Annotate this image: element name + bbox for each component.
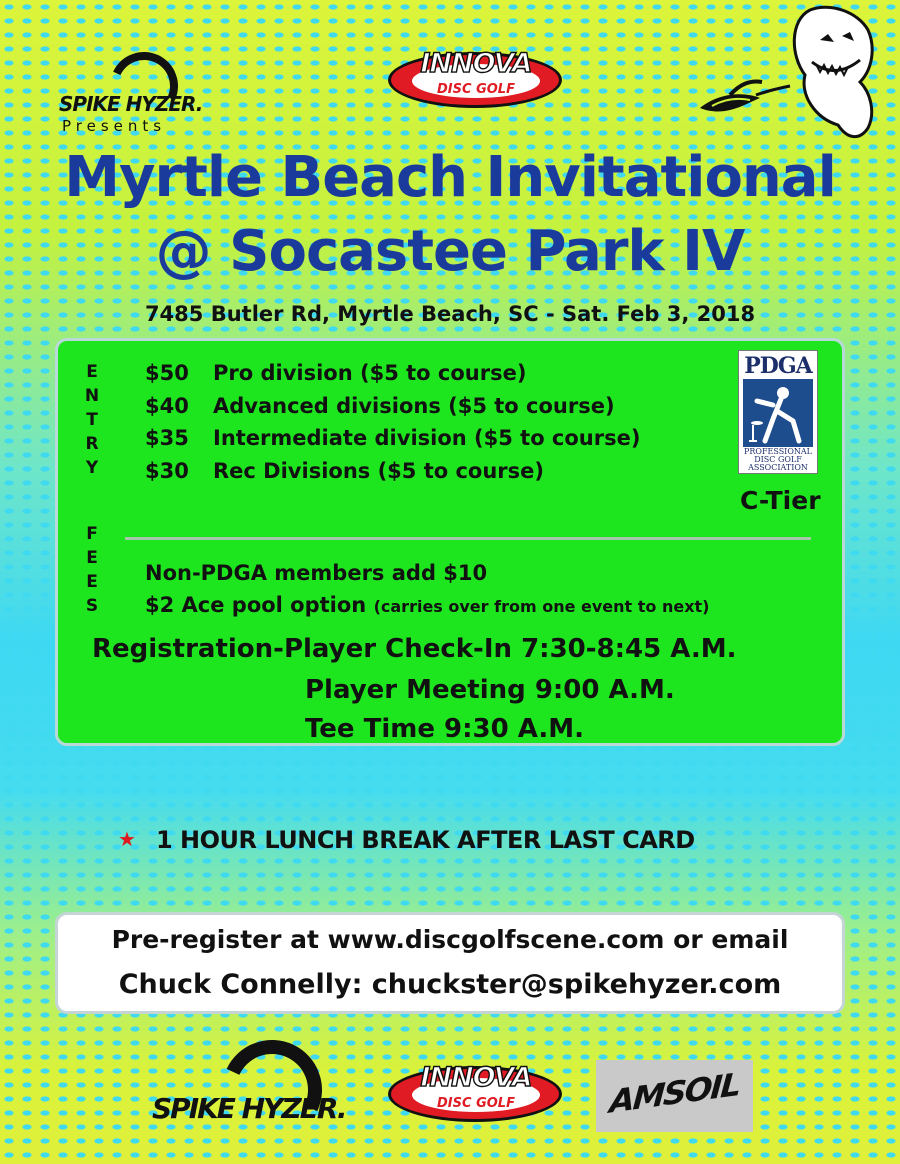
contact-email-line: Chuck Connelly: chuckster@spikehyzer.com	[118, 969, 782, 1000]
ace-pool-text: $2 Ace pool option	[145, 593, 367, 617]
vertical-letter: R	[85, 434, 99, 454]
pdga-logo	[738, 350, 818, 474]
vertical-fees-label	[82, 522, 102, 618]
innova-logo-name: INNOVA	[420, 48, 532, 79]
vertical-letter: E	[86, 572, 98, 592]
innova-logo-sub: DISC GOLF	[437, 82, 515, 97]
event-address: 7485 Butler Rd, Myrtle Beach, SC - Sat. Feb 3, 2018	[144, 302, 756, 326]
fee-amount: $35	[145, 426, 189, 450]
amsoil-logo-text: AMSOIL	[608, 1065, 741, 1121]
disc-golfer-icon	[743, 379, 813, 447]
monster-mascot-icon	[690, 0, 880, 145]
innova-logo-top	[388, 44, 564, 110]
event-title: Myrtle Beach Invitational	[64, 145, 836, 210]
fee-amount: $40	[145, 394, 189, 418]
star-icon: ★	[118, 827, 136, 851]
vertical-letter: N	[84, 386, 100, 406]
vertical-entry-label	[82, 360, 102, 480]
innova-logo-sub: DISC GOLF	[437, 1096, 515, 1111]
tier-label: C-Tier	[740, 486, 821, 515]
spikehyzer-logo-text: SPIKE HYZER.	[59, 92, 203, 116]
preregister-line: Pre-register at www.discgolfscene.com or email	[111, 925, 789, 954]
innova-logo-bottom	[388, 1058, 564, 1124]
innova-logo-name: INNOVA	[420, 1062, 532, 1093]
vertical-letter: T	[86, 410, 98, 430]
vertical-letter: E	[86, 362, 98, 382]
tee-time: Tee Time 9:30 A.M.	[305, 714, 584, 744]
ace-pool-line	[145, 593, 709, 617]
fee-amount: $30	[145, 459, 189, 483]
fee-label: Advanced divisions ($5 to course)	[213, 394, 615, 418]
vertical-letter: Y	[85, 458, 99, 478]
pdga-logo-text: PDGA	[744, 353, 812, 379]
fee-line-advanced	[145, 394, 615, 418]
spikehyzer-logo-text: SPIKE HYZER.	[152, 1092, 346, 1125]
amsoil-logo	[596, 1060, 753, 1132]
fee-label: Intermediate division ($5 to course)	[213, 426, 641, 450]
fee-line-intermediate	[145, 426, 640, 450]
player-meeting-time: Player Meeting 9:00 A.M.	[305, 675, 675, 705]
event-subtitle: @ Socastee Park IV	[155, 219, 745, 284]
fee-line-rec	[145, 459, 544, 483]
fee-label: Rec Divisions ($5 to course)	[213, 459, 545, 483]
lunch-break-note: 1 HOUR LUNCH BREAK AFTER LAST CARD	[156, 826, 695, 854]
fee-label: Pro division ($5 to course)	[213, 361, 527, 385]
fee-line-pro	[145, 361, 526, 385]
panel-divider	[125, 537, 811, 540]
presents-text: Presents	[62, 117, 167, 135]
vertical-letter: S	[85, 596, 99, 616]
vertical-letter: F	[86, 524, 98, 544]
ace-pool-note: (carries over from one event to next)	[373, 597, 710, 616]
fee-amount: $50	[145, 361, 189, 385]
pdga-logo-caption: PROFESSIONAL DISC GOLF ASSOCIATION	[744, 447, 812, 472]
registration-time: Registration-Player Check-In 7:30-8:45 A.M.	[92, 634, 737, 664]
non-pdga-fee: Non-PDGA members add $10	[145, 561, 488, 585]
vertical-letter: E	[86, 548, 98, 568]
spikehyzer-logo-bottom	[150, 1030, 355, 1130]
